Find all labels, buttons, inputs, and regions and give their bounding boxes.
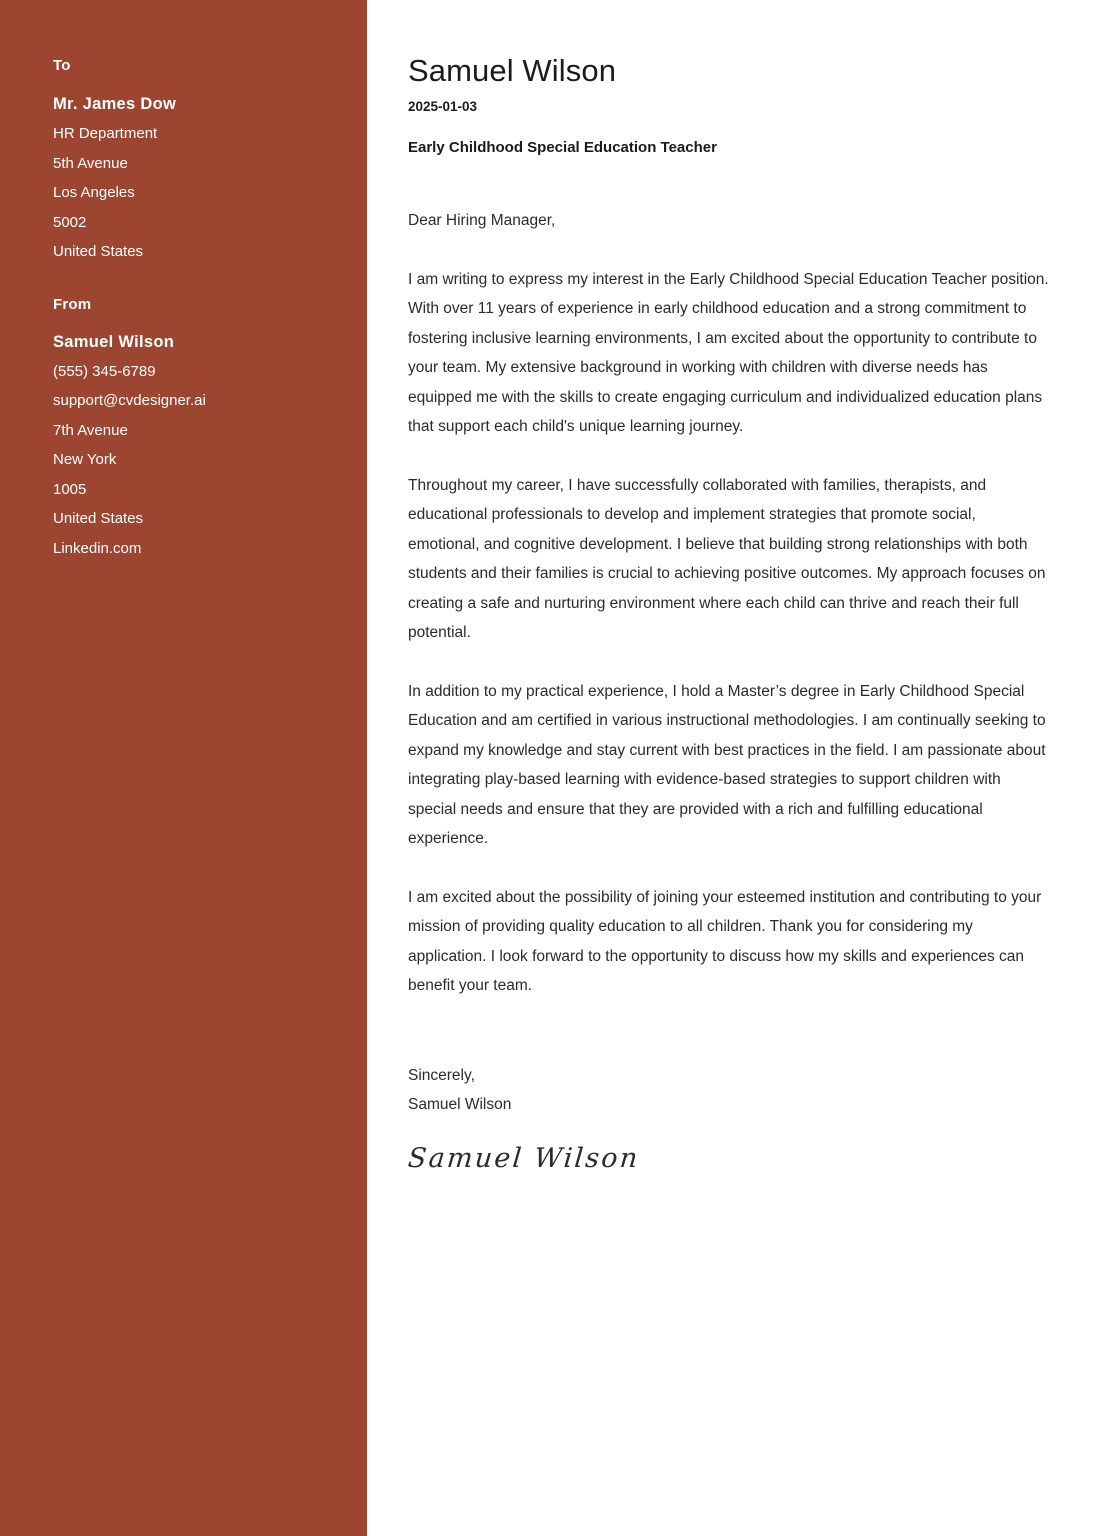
letter-paragraph: Throughout my career, I have successfully collaborated with families, therapists, and educational professionals to develop and implement strategies that promote social, emotional, and cognitive development. I believe that building strong relationships with both students and their families is crucial to achieving positive outcomes. My approach focuses on creating a safe and nurturing environment where each child can thrive and reach their full potential. [408, 476, 1046, 641]
page-title: Samuel Wilson [408, 53, 617, 88]
recipient-label: To [53, 57, 71, 74]
recipient-line: 5002 [53, 213, 87, 231]
recipient-block [53, 56, 337, 267]
signature: Samuel Wilson [406, 1142, 641, 1174]
recipient-line: 5th Avenue [53, 154, 128, 172]
letter-date: 2025-01-03 [408, 99, 478, 114]
letter-salutation: Dear Hiring Manager, [408, 212, 556, 229]
sender-line: 1005 [53, 480, 87, 498]
sender-line: New York [53, 451, 117, 468]
recipient-line: Los Angeles [53, 184, 135, 201]
letter-paragraph: I am writing to express my interest in the Early Childhood Special Education Teacher position. With over 11 years of experience in early childhood education and a strong commitment to fostering inclusive learning environments, I am excited about the opportunity to contribute to your team. My extensive background in working with children with diverse needs has equipped me with the skills to create engaging curriculum and individualized education plans that support each child's unique learning journey. [408, 270, 1049, 435]
sidebar [0, 0, 367, 1536]
sender-block [53, 295, 337, 564]
letter-body [367, 0, 1095, 1536]
letter-paragraph: I am excited about the possibility of joining your esteemed institution and contributing to your mission of providing quality education to all children. Thank you for considering my application. I look forward to the opportunity to discuss how my skills and experiences can benefit your team. [408, 888, 1042, 994]
letter-closing [408, 1061, 1050, 1120]
letter-paragraph: In addition to my practical experience, I hold a Master’s degree in Early Childhood Special Education and am certified in various instructional methodologies. I am continually seeking to expand my knowledge and stay current with best practices in the field. I am passionate about integrating play-based learning with evidence-based strategies to support children with special needs and ensure that they are provided with a rich and fulfilling educational experience. [408, 682, 1046, 847]
closing-name: Samuel Wilson [408, 1096, 512, 1113]
sender-name: Samuel Wilson [53, 332, 175, 351]
sender-email: support@cvdesigner.ai [53, 392, 206, 409]
sender-label: From [53, 295, 92, 313]
recipient-name: Mr. James Dow [53, 95, 177, 113]
sender-line: United States [53, 510, 144, 527]
closing-word: Sincerely, [408, 1066, 475, 1084]
recipient-line: United States [53, 243, 144, 260]
letter-job-title: Early Childhood Special Education Teacher [408, 139, 717, 156]
sender-website: Linkedin.com [53, 539, 142, 557]
sender-phone: (555) 345-6789 [53, 362, 156, 380]
recipient-line: HR Department [53, 125, 158, 142]
sender-line: 7th Avenue [53, 421, 128, 439]
